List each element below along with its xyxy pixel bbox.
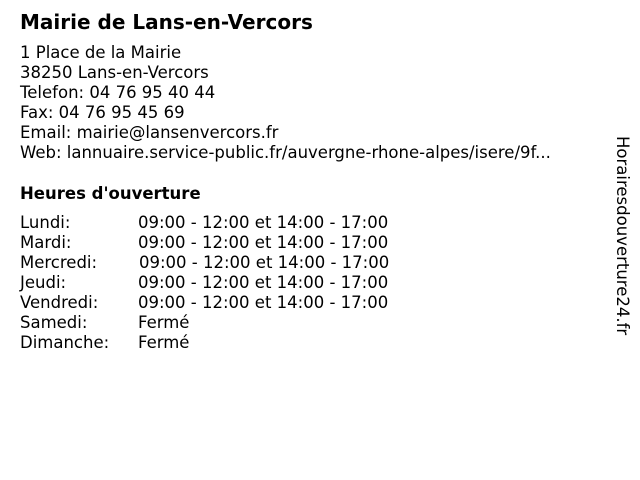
- contact-block: [20, 43, 551, 163]
- phone-number: Telefon: 04 76 95 40 44: [20, 83, 216, 102]
- address-line-1: 1 Place de la Mairie: [20, 43, 182, 62]
- site-watermark: Horairesdouverture24.fr: [613, 136, 632, 336]
- day-hours: 09:00 - 12:00 et 14:00 - 17:00: [138, 293, 389, 312]
- day-label: Dimanche:: [20, 333, 110, 352]
- day-label: Jeudi:: [20, 273, 67, 292]
- day-label: Mercredi:: [20, 253, 98, 272]
- day-label: Vendredi:: [20, 293, 99, 312]
- day-hours: 09:00 - 12:00 et 14:00 - 17:00: [138, 273, 389, 292]
- day-hours: 09:00 - 12:00 et 14:00 - 17:00: [138, 233, 389, 252]
- day-hours: 09:00 - 12:00 et 14:00 - 17:00: [138, 213, 389, 232]
- day-label: Mardi:: [20, 233, 72, 252]
- website-url: Web: lannuaire.service-public.fr/auvergne-rhone-alpes/isere/9f...: [20, 143, 551, 162]
- day-label: Samedi:: [20, 313, 88, 332]
- address-line-2: 38250 Lans-en-Vercors: [20, 63, 209, 82]
- office-name: Mairie de Lans-en-Vercors: [20, 10, 313, 34]
- day-label: Lundi:: [20, 213, 71, 232]
- day-hours: Fermé: [138, 333, 190, 352]
- day-hours: 09:00 - 12:00 et 14:00 - 17:00: [139, 253, 390, 272]
- day-hours: Fermé: [138, 313, 190, 332]
- opening-hours-heading: Heures d'ouverture: [20, 184, 201, 203]
- email-address: Email: mairie@lansenvercors.fr: [20, 123, 279, 142]
- fax-number: Fax: 04 76 95 45 69: [20, 103, 185, 122]
